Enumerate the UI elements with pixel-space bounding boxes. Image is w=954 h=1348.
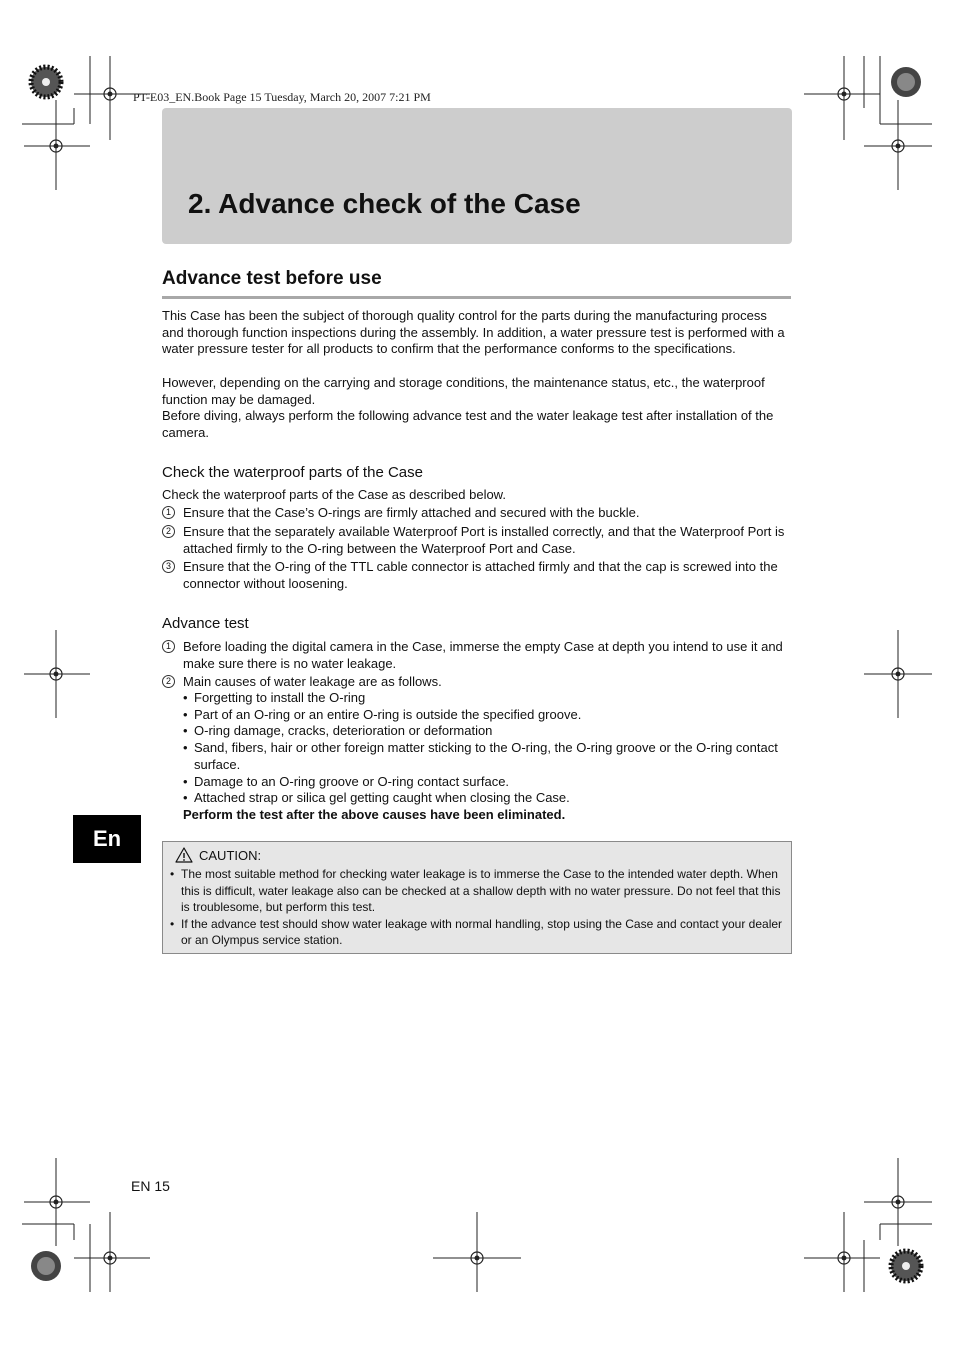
caution-label: CAUTION: — [199, 847, 262, 863]
list-item-text: Ensure that the Case’s O-rings are firmly attached and secured with the buckle. — [183, 505, 640, 520]
page-number: EN 15 — [131, 1178, 170, 1194]
caution-list — [170, 866, 784, 949]
language-tab: En — [73, 815, 141, 863]
list-item — [162, 505, 792, 522]
intro-paragraph-3: Before diving, always perform the following advance test and the water leakage test after installation of the camera. — [162, 408, 774, 440]
cause-item: • Part of an O-ring or an entire O-ring is outside the specified groove. — [183, 707, 783, 724]
cause-item: • Sand, fibers, hair or other foreign matter sticking to the O-ring, the O-ring groove or the O-ring contact surface. — [183, 740, 783, 773]
circled-number: 1 — [162, 506, 175, 519]
list-item-text: Ensure that the O-ring of the TTL cable connector is attached firmly and that the cap is screwed into the connector without loosening. — [183, 559, 778, 591]
leakage-causes-list — [183, 690, 783, 807]
list-item-text: Before loading the digital camera in the Case, immerse the empty Case at depth you intend to use it and make sure there is no water leakage. — [183, 639, 783, 671]
cause-item: • Forgetting to install the O-ring — [183, 690, 783, 707]
circled-number: 2 — [162, 675, 175, 688]
test-conclusion: Perform the test after the above causes have been eliminated. — [183, 807, 566, 822]
file-info-header: PT-E03_EN.Book Page 15 Tuesday, March 20, 2007 7:21 PM — [133, 90, 431, 104]
list-item-text: Ensure that the separately available Waterproof Port is installed correctly, and that the Waterproof Port is attached firmly to the O-ring between the Waterproof Port and Case. — [183, 524, 785, 556]
caution-item: • The most suitable method for checking water leakage is to immerse the Case to the intended water depth. When this is difficult, water leakage also can be checked at a shallow depth with no water pressure. Do not feel that this is troublesome, but perform this test. — [170, 866, 784, 916]
caution-box — [162, 841, 792, 954]
advance-test-heading: Advance test — [162, 615, 249, 632]
chapter-title-band — [162, 108, 792, 244]
cause-item: • Damage to an O-ring groove or O-ring contact surface. — [183, 774, 783, 791]
list-item — [162, 639, 792, 672]
list-item-text: Main causes of water leakage are as follows. — [183, 674, 442, 689]
circled-number: 2 — [162, 525, 175, 538]
cause-item: • O-ring damage, cracks, deterioration or deformation — [183, 723, 783, 740]
waterproof-check-heading: Check the waterproof parts of the Case — [162, 464, 423, 481]
cause-item: • Attached strap or silica gel getting caught when closing the Case. — [183, 790, 783, 807]
intro-paragraph-2: However, depending on the carrying and storage conditions, the maintenance status, etc., the waterproof function may be damaged. — [162, 375, 765, 407]
waterproof-check-intro: Check the waterproof parts of the Case as described below. — [162, 487, 506, 502]
caution-item: • If the advance test should show water leakage with normal handling, stop using the Case and contact your dealer or an Olympus service station. — [170, 916, 784, 949]
chapter-title: 2. Advance check of the Case — [188, 188, 581, 219]
warning-triangle-icon — [175, 847, 193, 863]
list-item — [162, 674, 792, 691]
section-heading: Advance test before use — [162, 268, 791, 299]
circled-number: 3 — [162, 560, 175, 573]
list-item — [162, 559, 792, 592]
list-item — [162, 524, 792, 557]
caution-header — [175, 847, 261, 863]
intro-paragraph-1: This Case has been the subject of thorough quality control for the parts during the manufacturing process and thorough function inspections during the assembly. In addition, a water pressure test is performed with a water pressure tester for all products to confirm that the performance conforms to the specifications. — [162, 308, 785, 357]
circled-number: 1 — [162, 640, 175, 653]
